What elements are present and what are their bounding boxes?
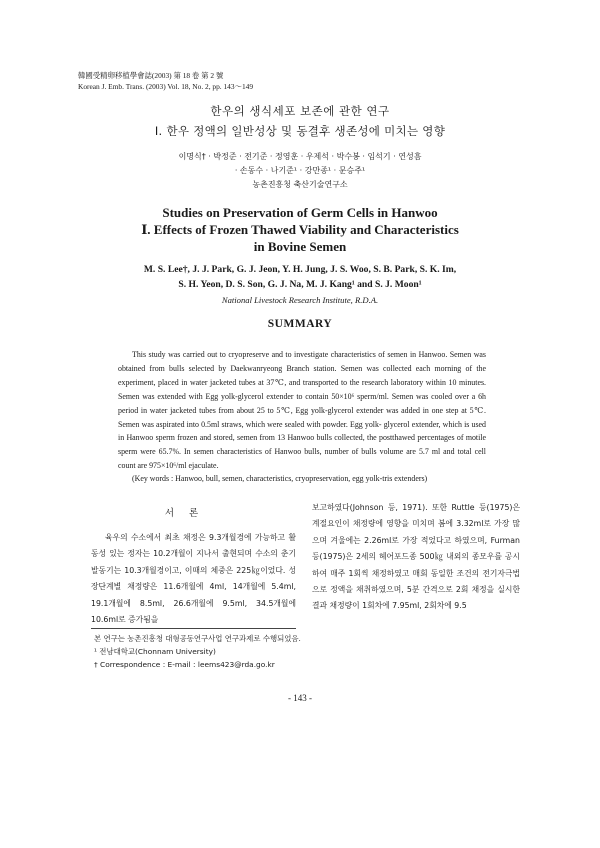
summary-abstract — [118, 348, 486, 473]
english-authors-line2: S. H. Yeon, D. S. Son, G. J. Na, M. J. Kang¹ and S. J. Moon¹ — [178, 279, 422, 290]
footnote-divider — [91, 628, 296, 629]
korean-authors — [0, 150, 600, 192]
intro-right-column — [312, 500, 520, 615]
intro-left-column — [91, 530, 296, 628]
korean-authors-line1: 이명식† · 박정준 · 전기준 · 정영훈 · 우제석 · 박수봉 · 임석기 · 연성흠 — [178, 152, 422, 161]
english-authors-line1: M. S. Lee†, J. J. Park, G. J. Jeon, Y. H. Jung, J. S. Woo, S. B. Park, S. K. Im, — [143, 264, 457, 275]
intro-right-text: 보고하였다(Johnson 등, 1971). 또한 Ruttle 등(1975)은 계절요인이 채정량에 영향을 미치며 봄에 3.32ml로 가장 많으며 겨울에는 2.26ml로 가장 적었다고 하였으며, Furman 등(1975)은 2세의 헤어포드종 500㎏ 내외의 종모우를 공시하여 매주 1회씩 채정하였고 매회 동일한 조건의 전기자극법으로 정액을 채취하였으며, 5분 간격으로 2회 채정을 실시한 결과 채정량이 1회차에 7.95ml, 2회차에 9.5 — [312, 503, 520, 611]
page-number: - 143 - — [288, 693, 312, 703]
korean-subtitle: Ⅰ. 한우 정액의 일반성상 및 동결후 생존성에 미치는 영향 — [154, 124, 446, 138]
journal-header-english: Korean J. Emb. Trans. (2003) Vol. 18, No. 2, pp. 143～149 — [78, 82, 254, 91]
keywords: (Key words : Hanwoo, bull, semen, characteristics, cryopreservation, egg yolk-tris extenders) — [132, 474, 428, 483]
english-authors — [0, 262, 600, 292]
intro-left-text: 육우의 수소에서 최초 채정은 9.3개월경에 가능하고 활동성 있는 정자는 10.2개월이 지나서 출현되며 수소의 춘기발동기는 10.3개월경이고, 이때의 체중은 225㎏이었다. 성장단계별 채정량은 11.6개월에 4ml, 14개월에 5.4ml, 19.1개월에 8.5ml, 26.6개월에 9.5ml, 34.5개월에 10.6ml로 증가됨을 — [91, 533, 296, 625]
summary-text: This study was carried out to cryopreserve and to investigate characteristics of semen in Hanwoo. Semen was obtained from bulls selected by Daekwanryeong Branch station. Semen was collected each morning of the experiment, placed in water jacketed tubes at 37℃, and transported to the research laboratory within 10 minutes. Semen was extended with Egg yolk-glycerol extender to contain 50×10⁶ sperm/ml. Semen was cooled over a 6h period in water jacketed tubes from about 25 to 5℃, Egg yolk-glycerol extender was added in one step at 5℃. Semen was aspirated into 0.5ml straws, which were sealed with powder. Egg yolk- glycerol extender, which is used in Hanwoo sperm frozen and stored, semen from 13 Hanwoo bulls collected, the postthawed percentages of motile sperm were 65.7%. In semen characteristics of Hanwoo bulls, number of bulls volume are 5.7 ml and total cell count are 975×10⁶/ml ejaculate. — [118, 350, 486, 471]
footnote-funding: 본 연구는 농촌진흥청 대형공동연구사업 연구과제로 수행되었음. — [94, 634, 301, 643]
english-institution: National Livestock Research Institute, R.D.A. — [221, 295, 379, 305]
english-title — [0, 204, 600, 255]
english-title-line3: in Bovine Semen — [253, 239, 347, 254]
footnote-correspondence: † Correspondence : E-mail : leems423@rda.go.kr — [94, 660, 275, 669]
journal-header — [78, 70, 253, 92]
journal-header-korean: 韓國受精卵移植學會誌(2003) 第 18 卷 第 2 號 — [78, 71, 224, 80]
summary-heading: SUMMARY — [267, 318, 333, 330]
korean-main-title: 한우의 생식세포 보존에 관한 연구 — [210, 104, 390, 118]
korean-authors-line2: · 손동수 · 나기준¹ · 강만종¹ · 문승주¹ — [234, 166, 366, 175]
introduction-heading: 서 론 — [164, 508, 205, 519]
footnote-affiliation: ¹ 전남대학교(Chonnam University) — [94, 647, 216, 656]
footnotes — [94, 632, 301, 671]
english-title-line1: Studies on Preservation of Germ Cells in Hanwoo — [162, 205, 438, 220]
english-title-line2: Ⅰ. Effects of Frozen Thawed Viability and Characteristics — [141, 222, 459, 237]
korean-institution: 농촌진흥청 축산기술연구소 — [252, 180, 348, 189]
